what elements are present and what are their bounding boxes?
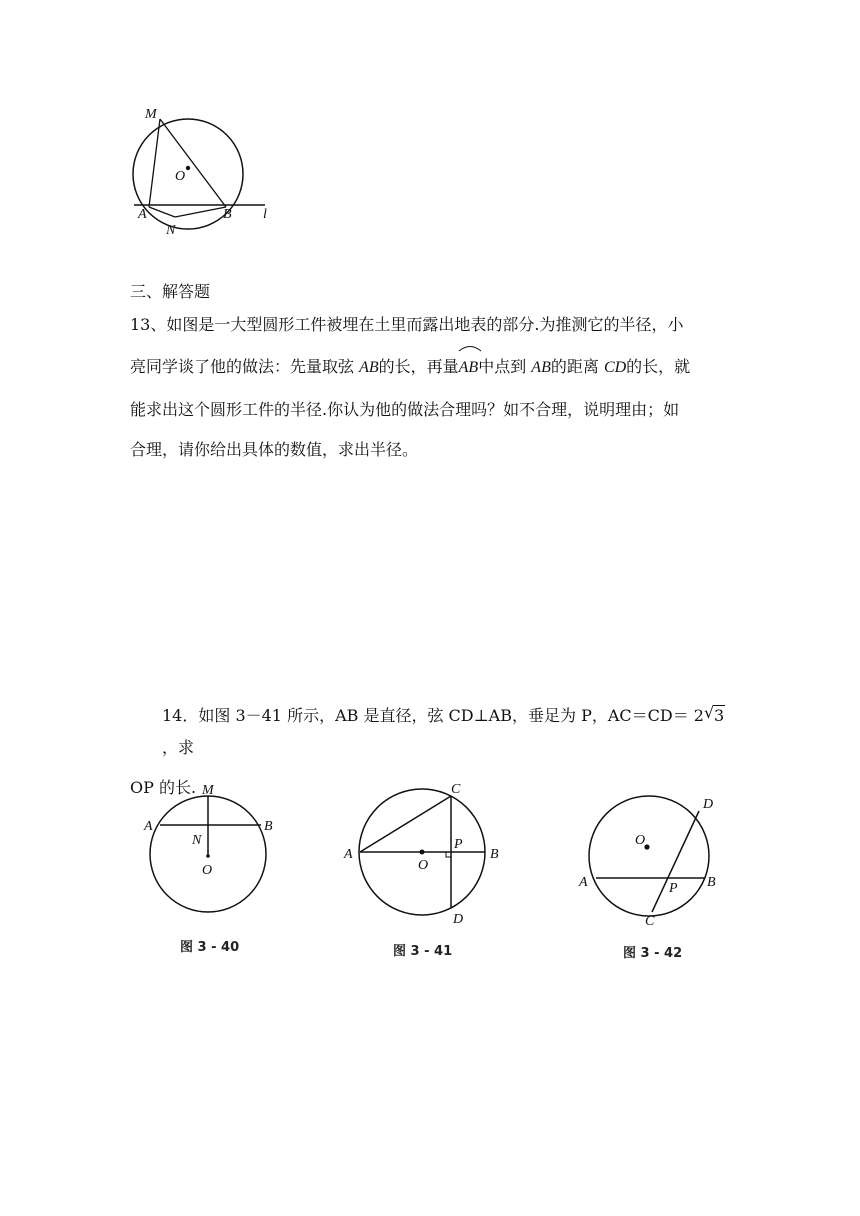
label-A: A	[138, 207, 147, 222]
q13-chord-ab-2: AB	[531, 359, 551, 376]
label-N: N	[192, 833, 202, 848]
figure-top-circle-tangent	[120, 95, 290, 240]
caption-figure-3-42: 图 3 - 42	[623, 946, 683, 961]
q14-text-1-end: ，求	[162, 738, 195, 757]
q13-text-2d: 的距离	[550, 357, 604, 376]
radical-sign-icon: √	[703, 703, 715, 722]
q13-chord-ab: AB	[359, 359, 379, 376]
q13-text-2e: 的长，就	[626, 357, 691, 376]
q13-line-1	[130, 309, 740, 341]
arc-mark-icon	[458, 344, 482, 352]
q13-text-1: 如图是一大型圆形工件被埋在土里而露出地表的部分.为推测它的半径，小	[166, 315, 684, 334]
label-M: M	[202, 783, 214, 798]
figure-3-40	[138, 778, 288, 918]
label-B: B	[223, 207, 232, 222]
label-O: O	[635, 833, 646, 848]
center-dot-O	[420, 850, 425, 855]
label-D: D	[703, 797, 714, 812]
segment-NB	[175, 207, 226, 217]
q13-text-2a: 亮同学谈了他的做法：先量取弦	[130, 357, 360, 376]
center-dot-O	[206, 854, 210, 858]
label-O: O	[418, 858, 429, 873]
caption-figure-3-40: 图 3 - 40	[180, 940, 240, 955]
q13-number: 13、	[130, 315, 167, 334]
segment-MB	[160, 119, 226, 207]
label-O: O	[175, 169, 186, 184]
q13-text-2b: 的长，再量	[378, 357, 459, 376]
label-O: O	[202, 863, 213, 878]
label-N: N	[166, 223, 176, 238]
center-dot-O	[644, 844, 649, 849]
circle-O	[589, 796, 709, 916]
q13-line-4: 合理，请你给出具体的数值，求出半径。	[130, 440, 419, 459]
label-P: P	[669, 881, 678, 896]
figure-3-42	[575, 795, 730, 935]
label-M: M	[145, 107, 157, 122]
q14-text-1: 14．如图 3－41 所示，AB 是直径，弦 CD⊥AB，垂足为 P，AC＝CD＝ 2	[162, 706, 704, 725]
label-D: D	[453, 912, 464, 926]
section-heading: 三、解答题	[130, 282, 211, 301]
q13-distance-cd: CD	[603, 359, 627, 376]
label-A: A	[144, 819, 153, 834]
sqrt-3	[704, 700, 725, 732]
segment-MA	[149, 119, 160, 207]
label-l: l	[263, 207, 267, 222]
q13-text-2c: 中点到	[478, 357, 532, 376]
center-dot-O	[186, 166, 190, 170]
label-B: B	[707, 875, 716, 890]
q14-radicand: 3	[713, 706, 725, 725]
q13-line-2	[130, 351, 740, 384]
caption-figure-3-41: 图 3 - 41	[393, 944, 453, 959]
q13-arc-ab	[459, 351, 479, 384]
label-A: A	[344, 847, 353, 862]
label-C: C	[451, 782, 461, 797]
q13-arc-label: AB	[458, 359, 479, 376]
question-13	[130, 309, 740, 466]
label-B: B	[490, 847, 499, 862]
chord-AC	[360, 796, 451, 852]
figure-3-41	[340, 776, 505, 926]
label-P: P	[454, 837, 463, 852]
label-A: A	[579, 875, 588, 890]
q14-line-2: OP 的长.	[130, 778, 197, 797]
q13-line-3: 能求出这个圆形工件的半径.你认为他的做法合理吗？如不合理，说明理由；如	[130, 400, 680, 419]
q14-line-1	[130, 700, 740, 764]
label-C: C	[645, 914, 655, 929]
label-B: B	[264, 819, 273, 834]
